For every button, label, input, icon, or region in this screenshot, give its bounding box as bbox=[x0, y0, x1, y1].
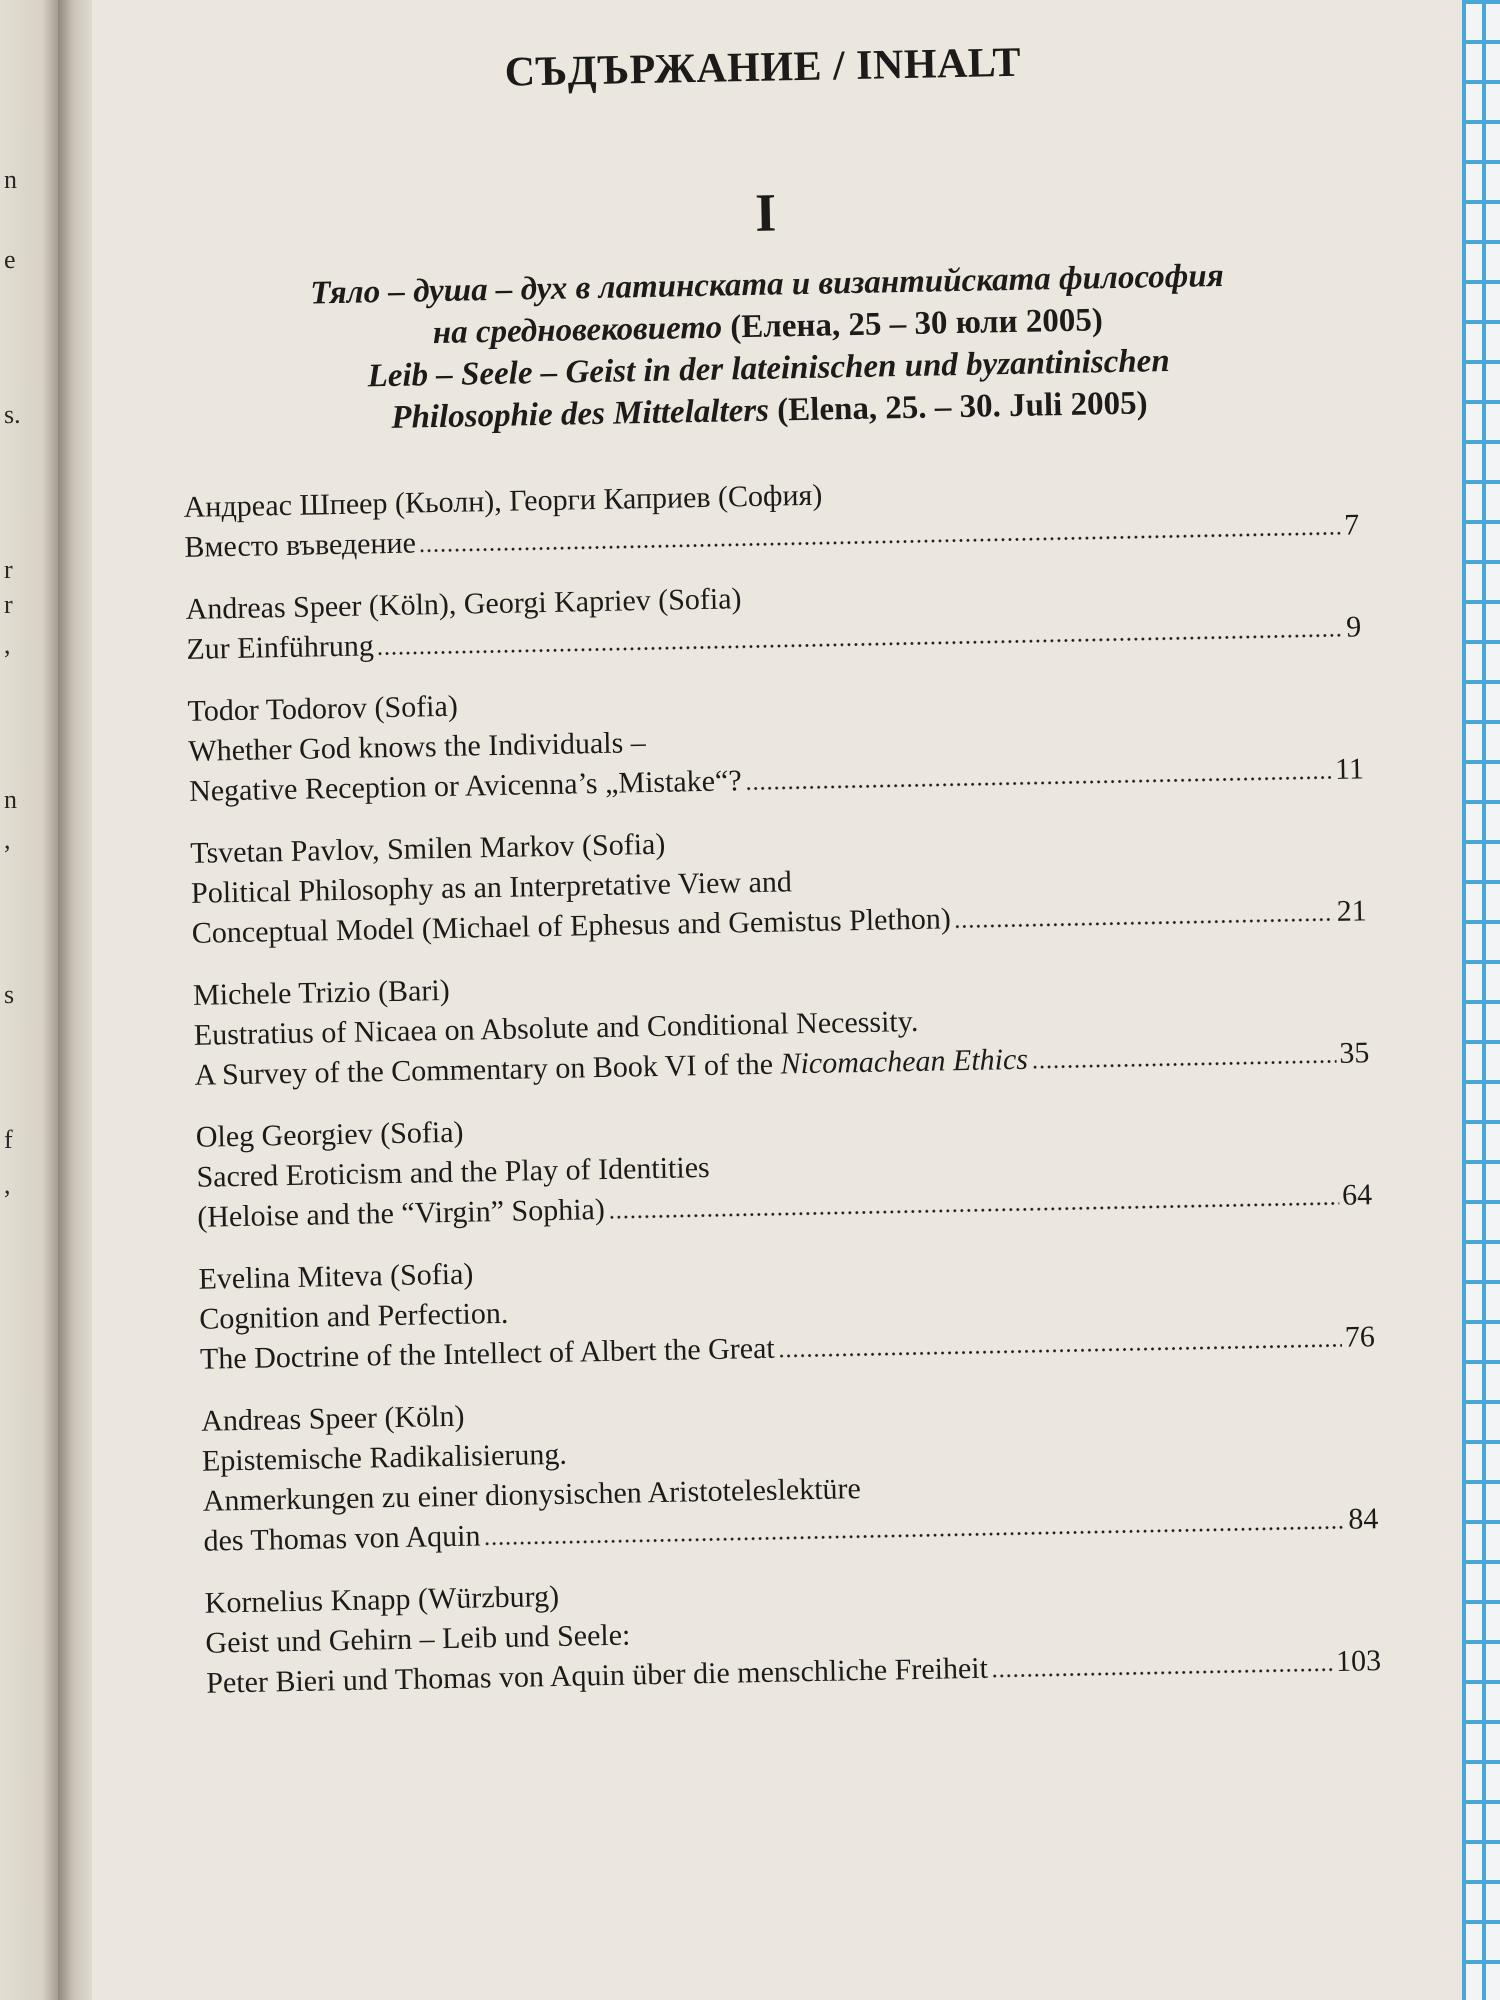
dot-leader bbox=[954, 918, 1334, 928]
toc-entry bbox=[193, 953, 1370, 1096]
toc-title-text: (Heloise and the “Virgin” Sophia) bbox=[197, 1192, 606, 1234]
toc-author: Oleg Georgiev (Sofia) bbox=[195, 1115, 464, 1154]
toc-entry bbox=[187, 669, 1364, 812]
toc-author: Todor Todorov (Sofia) bbox=[187, 689, 459, 728]
toc-title-line: Sacred Eroticism and the Play of Identities bbox=[196, 1150, 710, 1194]
toc-entry bbox=[201, 1379, 1379, 1562]
dot-leader bbox=[377, 634, 1343, 656]
margin-letter: n bbox=[4, 165, 17, 194]
section-title-de-line-2: Philosophie des Mittelalters bbox=[391, 392, 770, 436]
margin-letter: f bbox=[4, 1125, 13, 1154]
margin-letter: , bbox=[4, 1170, 11, 1199]
page-number: 35 bbox=[1339, 1036, 1370, 1070]
section-title-de-dates: (Elena, 25. – 30. Juli 2005) bbox=[768, 385, 1148, 429]
margin-letter: r bbox=[4, 555, 13, 584]
page-number: 7 bbox=[1343, 508, 1360, 542]
dot-leader bbox=[1031, 1060, 1337, 1069]
page-number: 103 bbox=[1335, 1644, 1382, 1679]
section-title-bg-dates: (Елена, 25 – 30 юли 2005) bbox=[721, 302, 1104, 346]
margin-letter: , bbox=[4, 630, 11, 659]
toc-title-line bbox=[184, 523, 416, 567]
margin-letter: s. bbox=[4, 400, 21, 429]
toc-title-line: Cognition and Perfection. bbox=[198, 1296, 509, 1336]
toc-title-line: Political Philosophy as an Interpretative View and bbox=[190, 865, 793, 910]
toc-title-line bbox=[203, 1516, 481, 1561]
dot-leader bbox=[991, 1668, 1333, 1678]
toc-title-text: des Thomas von Aquin bbox=[203, 1519, 481, 1558]
page-title: СЪДЪРЖАНИЕ / INHALT bbox=[504, 39, 1022, 96]
margin-letter: r bbox=[4, 590, 13, 619]
dot-leader bbox=[745, 776, 1332, 790]
toc-title-line: Geist und Gehirn – Leib und Seele: bbox=[205, 1618, 631, 1660]
margin-letter: n bbox=[4, 785, 17, 814]
toc-title-text: A Survey of the Commentary on Book VI of the bbox=[194, 1047, 781, 1092]
dot-leader bbox=[778, 1344, 1342, 1358]
margin-letter: e bbox=[4, 245, 16, 274]
toc-entry bbox=[185, 567, 1361, 670]
page-number: 64 bbox=[1341, 1178, 1373, 1212]
section-numeral: I bbox=[754, 182, 777, 243]
toc-title-line: Eustratius of Nicaea on Absolute and Conditional Necessity. bbox=[193, 1004, 919, 1052]
toc-title-line bbox=[197, 1190, 605, 1238]
page-number: 21 bbox=[1336, 894, 1367, 928]
section-title-bg-line-1: Тяло – душа – дух в латинската и византийската философия bbox=[310, 257, 1225, 312]
toc-title-text: Conceptual Model (Michael of Ephesus and Gemistus Plethon) bbox=[191, 902, 952, 950]
toc-title-text: The Doctrine of the Intellect of Albert the Great bbox=[199, 1331, 776, 1376]
toc-entry bbox=[204, 1561, 1381, 1704]
toc-title-line: Epistemische Radikalisierung. bbox=[201, 1437, 568, 1478]
toc-entry bbox=[190, 811, 1367, 954]
section-title-de-line-1: Leib – Seele – Geist in der lateinischen und byzantinischen bbox=[367, 342, 1170, 395]
dot-leader bbox=[419, 532, 1341, 553]
page-number: 84 bbox=[1348, 1502, 1379, 1536]
table-of-contents bbox=[175, 32, 1382, 1725]
left-page-edge bbox=[0, 0, 60, 2000]
page-number: 76 bbox=[1344, 1320, 1376, 1354]
toc-title-italic: Nicomachean Ethics bbox=[780, 1042, 1029, 1081]
margin-letter: , bbox=[4, 825, 11, 854]
toc-author: Tsvetan Pavlov, Smilen Markov (Sofia) bbox=[190, 827, 666, 870]
toc-entries bbox=[183, 465, 1381, 1703]
section-title-bg-line-2: на средновековието bbox=[432, 309, 723, 352]
page-number: 9 bbox=[1345, 610, 1362, 644]
toc-author: Andreas Speer (Köln), Georgi Kapriev (Sofia) bbox=[185, 582, 742, 626]
toc-author: Evelina Miteva (Sofia) bbox=[198, 1257, 474, 1296]
toc-title-text: Peter Bieri und Thomas von Aquin über die menschliche Freiheit bbox=[205, 1651, 989, 1700]
toc-entry bbox=[198, 1237, 1375, 1380]
page-number: 11 bbox=[1334, 752, 1365, 786]
toc-entry bbox=[195, 1095, 1372, 1238]
margin-letter: s bbox=[4, 980, 15, 1009]
toc-title-line bbox=[186, 626, 374, 670]
graph-paper-edge bbox=[1462, 0, 1500, 2000]
toc-author: Андреас Шпеер (Кьолн), Георги Каприев (София) bbox=[183, 478, 823, 524]
toc-entry bbox=[183, 465, 1359, 568]
toc-author: Andreas Speer (Köln) bbox=[200, 1399, 465, 1438]
toc-author: Kornelius Knapp (Würzburg) bbox=[204, 1579, 560, 1620]
dot-leader bbox=[608, 1202, 1339, 1219]
section-title bbox=[179, 252, 1357, 443]
toc-title-text: Вместо въведение bbox=[184, 526, 417, 564]
toc-author: Michele Trizio (Bari) bbox=[192, 973, 450, 1012]
toc-title-line: Whether God knows the Individuals – bbox=[188, 726, 647, 768]
toc-title-line: Anmerkungen zu einer dionysischen Aristoteleslektüre bbox=[202, 1472, 862, 1518]
dot-leader bbox=[484, 1526, 1346, 1546]
toc-title-text: Zur Einführung bbox=[186, 629, 375, 666]
toc-title-text: Negative Reception or Avicenna’s „Mistake“? bbox=[188, 764, 742, 808]
